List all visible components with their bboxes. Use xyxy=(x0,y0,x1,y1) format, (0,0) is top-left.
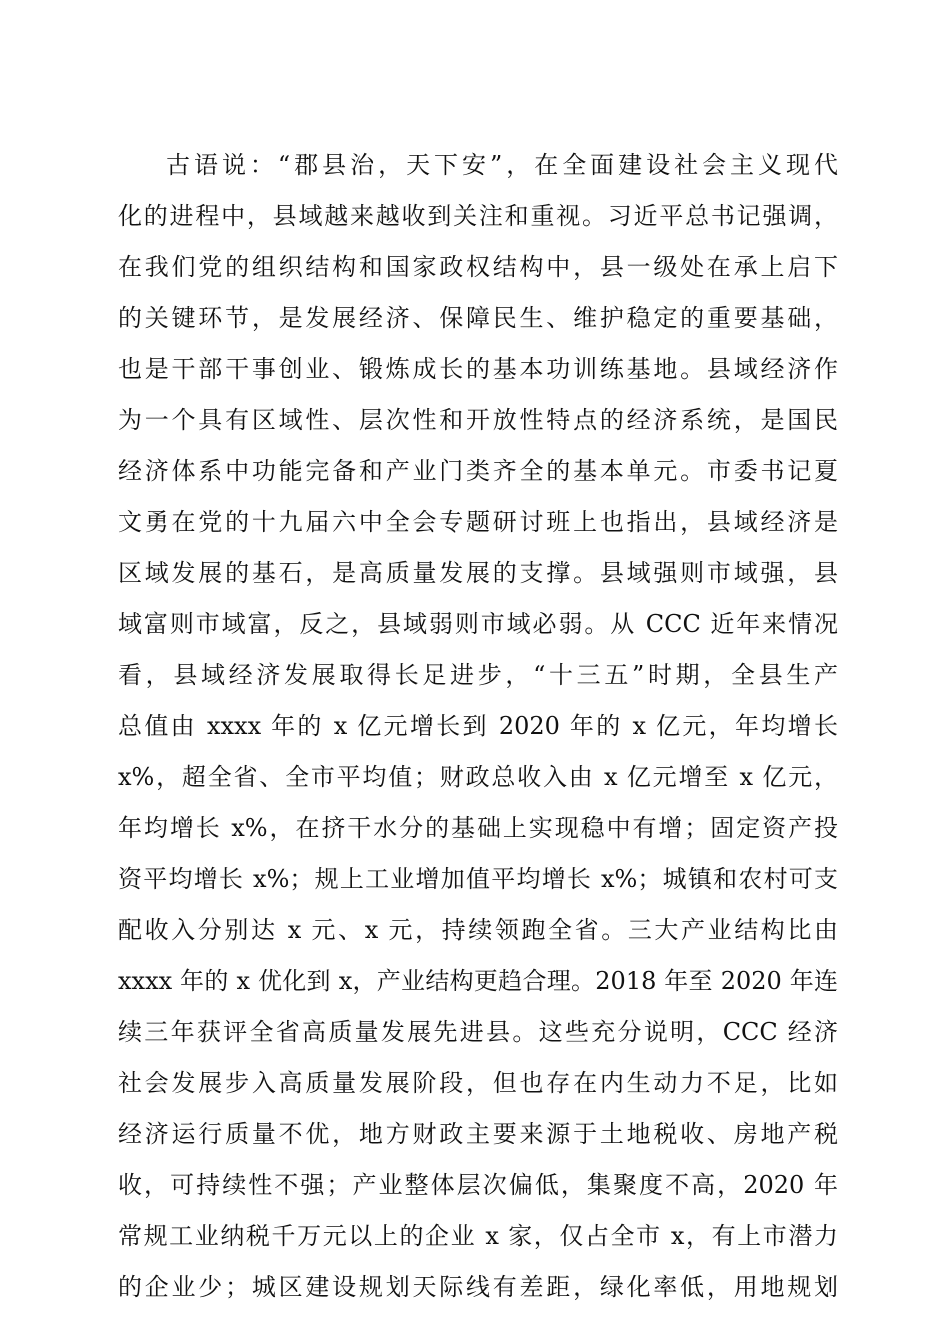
paragraph-line: 为一个具有区域性、层次性和开放性特点的经济系统，是国民 xyxy=(118,406,838,434)
paragraph-line: 区域发展的基石，是高质量发展的支撑。县域强则市域强，县 xyxy=(118,559,838,587)
paragraph-line: 资平均增长 x%；规上工业增加值平均增长 x%；城镇和农村可支 xyxy=(118,865,838,893)
body-paragraph xyxy=(118,140,838,1313)
paragraph-line: 收，可持续性不强；产业整体层次偏低，集聚度不高，2020 年 xyxy=(118,1171,838,1199)
paragraph-line: 化的进程中，县域越来越收到关注和重视。习近平总书记强调， xyxy=(118,202,838,230)
paragraph-line: 的关键环节，是发展经济、保障民生、维护稳定的重要基础， xyxy=(118,304,838,332)
paragraph-line: 配收入分别达 x 元、x 元，持续领跑全省。三大产业结构比由 xyxy=(118,916,838,944)
paragraph-line: 社会发展步入高质量发展阶段，但也存在内生动力不足，比如 xyxy=(118,1069,838,1097)
paragraph-line: 文勇在党的十九届六中全会专题研讨班上也指出，县域经济是 xyxy=(118,508,838,536)
paragraph-line: 总值由 xxxx 年的 x 亿元增长到 2020 年的 x 亿元，年均增长 xyxy=(118,712,838,740)
paragraph-line: 也是干部干事创业、锻炼成长的基本功训练基地。县域经济作 xyxy=(118,355,838,383)
paragraph-line: 经济体系中功能完备和产业门类齐全的基本单元。市委书记夏 xyxy=(118,457,838,485)
paragraph-line: 域富则市域富，反之，县域弱则市域必弱。从 CCC 近年来情况 xyxy=(118,610,838,638)
paragraph-line: 年均增长 x%，在挤干水分的基础上实现稳中有增；固定资产投 xyxy=(118,814,838,842)
paragraph-line: 在我们党的组织结构和国家政权结构中，县一级处在承上启下 xyxy=(118,253,838,281)
paragraph-line: 古语说：“郡县治，天下安”，在全面建设社会主义现代 xyxy=(166,151,838,179)
paragraph-line: 常规工业纳税千万元以上的企业 x 家，仅占全市 x，有上市潜力 xyxy=(118,1222,838,1250)
paragraph-line: x%，超全省、全市平均值；财政总收入由 x 亿元增至 x 亿元， xyxy=(118,763,838,791)
paragraph-line: 经济运行质量不优，地方财政主要来源于土地税收、房地产税 xyxy=(118,1120,838,1148)
paragraph-line: xxxx 年的 x 优化到 x，产业结构更趋合理。2018 年至 2020 年连 xyxy=(118,967,838,995)
paragraph-line: 续三年获评全省高质量发展先进县。这些充分说明，CCC 经济 xyxy=(118,1018,838,1046)
paragraph-line: 看，县域经济发展取得长足进步，“十三五”时期，全县生产 xyxy=(118,661,838,689)
paragraph-line: 的企业少；城区建设规划天际线有差距，绿化率低，用地规划 xyxy=(118,1273,838,1301)
